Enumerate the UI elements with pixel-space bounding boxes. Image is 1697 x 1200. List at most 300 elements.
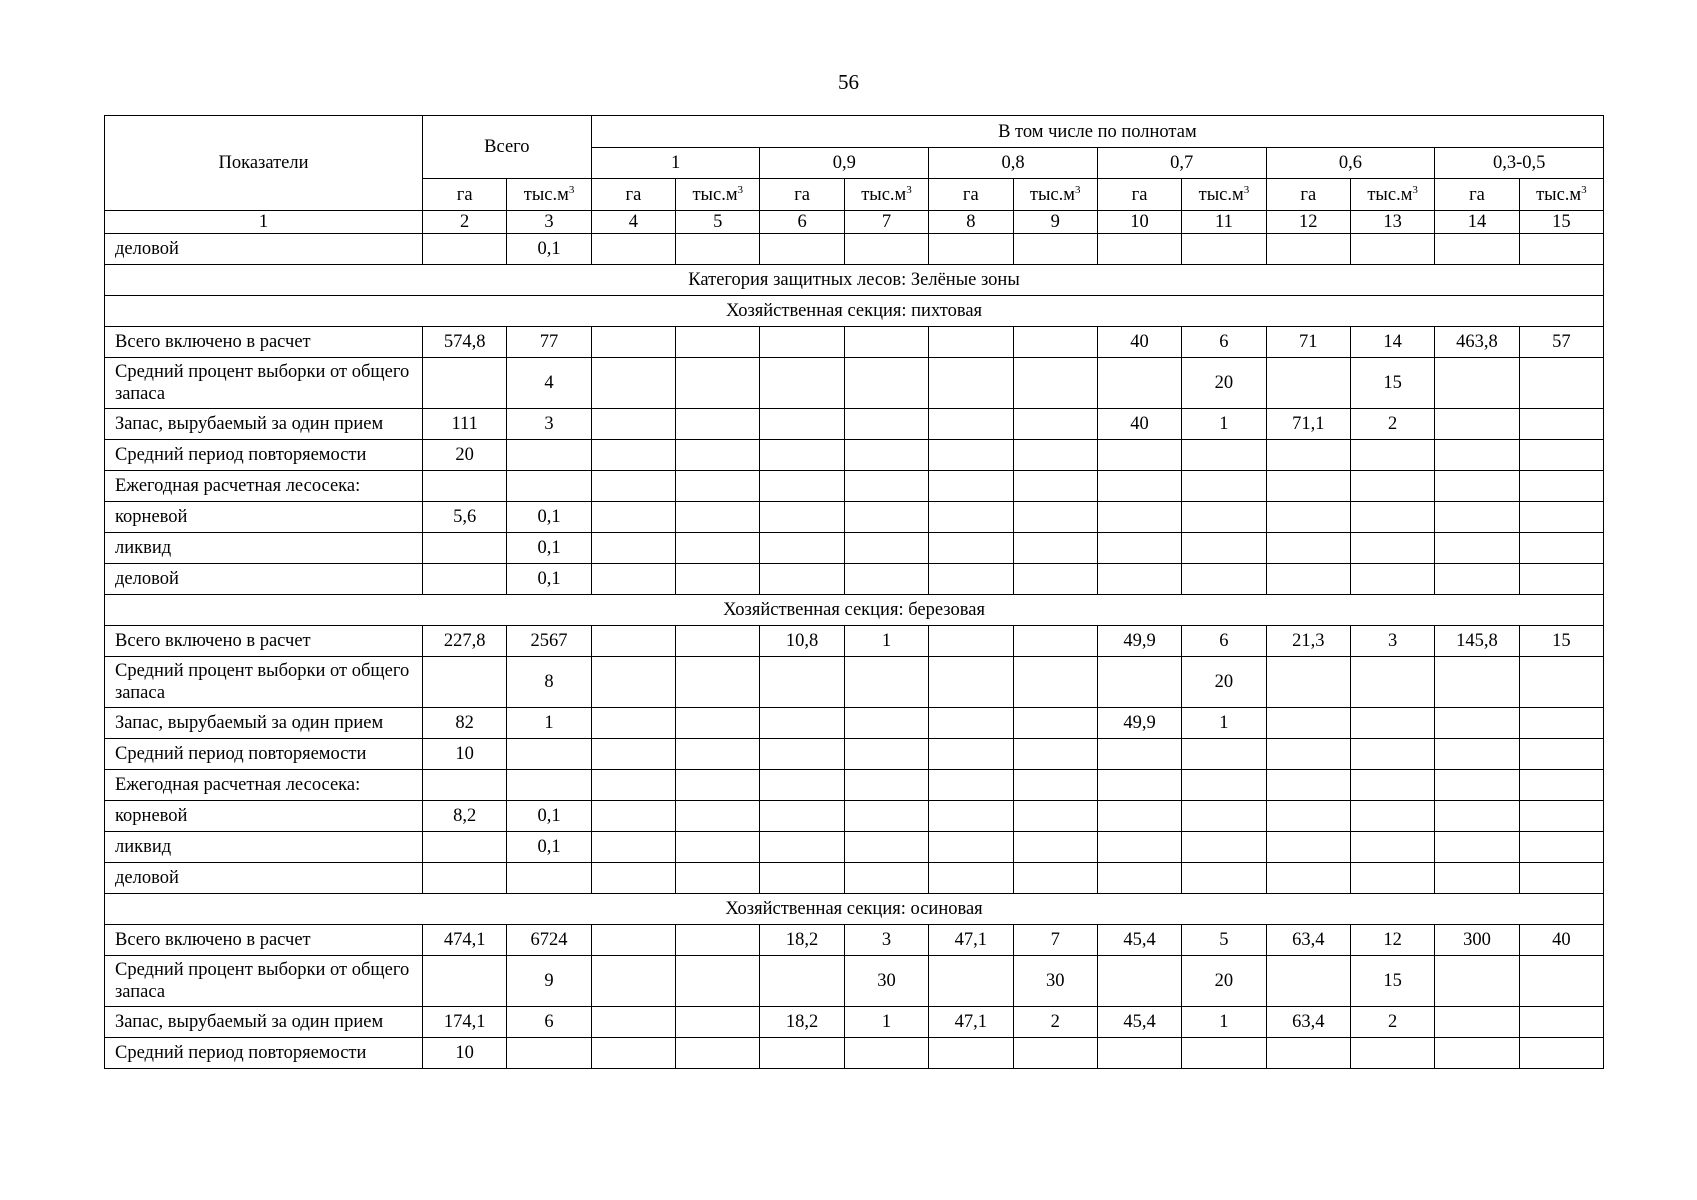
table-cell [1097,234,1181,265]
table-cell [676,956,760,1007]
table-cell [676,1038,760,1069]
table-cell [1266,956,1350,1007]
table-cell [1182,234,1266,265]
table-cell [507,440,591,471]
table-row [105,1007,1604,1038]
table-cell: 227,8 [423,626,507,657]
table-cell: 3 [1350,626,1434,657]
column-number: 9 [1013,211,1097,234]
table-row [105,739,1604,770]
table-cell [1350,739,1434,770]
table-cell [676,925,760,956]
table-cell [1266,1038,1350,1069]
table-cell [1013,626,1097,657]
table-cell [844,832,928,863]
unit-base: тыс.м [1367,184,1413,205]
table-cell [591,657,675,708]
table-cell [676,739,760,770]
table-cell [844,409,928,440]
table-cell [1097,358,1181,409]
table-cell [1097,471,1181,502]
table-row [105,801,1604,832]
table-cell [929,327,1013,358]
unit-ha: га [591,179,675,211]
table-cell [1097,956,1181,1007]
table-cell [1350,863,1434,894]
table-row [105,832,1604,863]
unit-thousand-m3 [1519,179,1603,211]
table-cell [423,863,507,894]
table-row [105,234,1604,265]
table-cell [676,327,760,358]
table-cell [591,770,675,801]
unit-ha: га [423,179,507,211]
table-cell [1097,801,1181,832]
table-cell [1013,234,1097,265]
column-number: 10 [1097,211,1181,234]
table-cell [760,564,844,595]
table-cell [844,1038,928,1069]
table-cell [1519,657,1603,708]
table-cell [423,564,507,595]
table-cell [1013,502,1097,533]
table-cell [507,863,591,894]
table-cell: 1 [507,708,591,739]
table-cell: 2567 [507,626,591,657]
table-cell: 71,1 [1266,409,1350,440]
table-cell [591,925,675,956]
table-cell [1266,564,1350,595]
row-label: Всего включено в расчет [105,925,423,956]
table-cell [1013,739,1097,770]
table-cell: 7 [1013,925,1097,956]
table-cell [591,471,675,502]
table-cell [1519,801,1603,832]
table-cell [1350,1038,1434,1069]
table-cell: 57 [1519,327,1603,358]
unit-superscript: 3 [1581,183,1587,196]
table-cell [760,956,844,1007]
table-cell: 3 [844,925,928,956]
header-density: 0,6 [1266,148,1435,179]
table-cell [1097,770,1181,801]
table-cell [1266,502,1350,533]
table-cell [591,708,675,739]
table-cell [1266,234,1350,265]
table-cell [676,440,760,471]
row-label: ликвид [105,832,423,863]
table-cell [1435,533,1519,564]
table-cell [507,1038,591,1069]
table-cell [591,1038,675,1069]
table-cell [1013,533,1097,564]
table-cell [1266,471,1350,502]
unit-thousand-m3 [1013,179,1097,211]
table-cell [1435,832,1519,863]
table-cell [1519,471,1603,502]
table-cell [1519,502,1603,533]
table-row [105,409,1604,440]
table-cell: 45,4 [1097,925,1181,956]
unit-superscript: 3 [1412,183,1418,196]
unit-ha: га [929,179,1013,211]
table-cell [1182,502,1266,533]
row-label: Средний процент выборки от общего запаса [105,657,423,708]
table-cell [1435,1007,1519,1038]
table-cell: 1 [1182,409,1266,440]
table-cell [1350,708,1434,739]
table-cell [1182,564,1266,595]
table-cell [591,564,675,595]
table-cell [844,770,928,801]
table-cell [1435,657,1519,708]
table-cell: 12 [1350,925,1434,956]
table-cell [1519,1038,1603,1069]
table-cell [1013,801,1097,832]
table-cell [1013,440,1097,471]
table-cell [1182,739,1266,770]
table-row [105,863,1604,894]
table-cell [1013,657,1097,708]
table-cell [1266,440,1350,471]
table-cell [1266,657,1350,708]
table-row [105,440,1604,471]
table-cell [1097,440,1181,471]
row-label: корневой [105,801,423,832]
table-cell [1097,739,1181,770]
unit-base: тыс.м [523,184,569,205]
forest-indicators-table [104,115,1604,1069]
column-number: 13 [1350,211,1434,234]
column-number: 2 [423,211,507,234]
table-cell [1266,358,1350,409]
table-cell [1350,471,1434,502]
table-cell: 14 [1350,327,1434,358]
table-cell [1350,502,1434,533]
table-cell [929,1038,1013,1069]
table-cell: 82 [423,708,507,739]
table-cell [591,832,675,863]
table-cell [844,863,928,894]
table-cell [507,770,591,801]
table-cell [844,708,928,739]
table-cell: 5,6 [423,502,507,533]
table-cell [1182,863,1266,894]
table-cell [929,863,1013,894]
table-cell: 1 [1182,708,1266,739]
column-number: 3 [507,211,591,234]
table-cell [1350,234,1434,265]
table-body [105,116,1604,1069]
table-cell: 0,1 [507,801,591,832]
table-row [105,1038,1604,1069]
table-cell [1013,471,1097,502]
table-cell [929,564,1013,595]
table-cell [760,801,844,832]
table-cell [1182,440,1266,471]
table-cell [1350,533,1434,564]
section-row [105,595,1604,626]
section-title: Хозяйственная секция: березовая [105,595,1604,626]
table-cell [1435,863,1519,894]
table-cell [929,626,1013,657]
table-cell [929,471,1013,502]
table-cell: 6724 [507,925,591,956]
table-cell [507,471,591,502]
table-cell [591,234,675,265]
table-cell [1435,440,1519,471]
table-cell: 1 [844,1007,928,1038]
table-cell [676,863,760,894]
column-number: 6 [760,211,844,234]
table-cell [929,801,1013,832]
table-cell [1519,708,1603,739]
unit-superscript: 3 [1074,183,1081,196]
row-label: Запас, вырубаемый за один прием [105,409,423,440]
table-cell [591,956,675,1007]
table-cell [1266,770,1350,801]
table-cell [929,770,1013,801]
table-cell: 10 [423,739,507,770]
table-cell [844,358,928,409]
table-cell: 1 [1182,1007,1266,1038]
row-label: Всего включено в расчет [105,626,423,657]
table-cell [423,657,507,708]
header-density: 1 [591,148,760,179]
table-cell [423,471,507,502]
table-cell [591,502,675,533]
table-cell [423,358,507,409]
row-label: деловой [105,863,423,894]
table-row [105,358,1604,409]
column-number: 4 [591,211,675,234]
table-cell [760,832,844,863]
table-cell [1013,863,1097,894]
table-cell [591,358,675,409]
table-cell: 20 [423,440,507,471]
table-cell [1435,564,1519,595]
table-cell: 15 [1350,956,1434,1007]
table-cell: 10,8 [760,626,844,657]
table-cell [1182,770,1266,801]
table-cell: 15 [1350,358,1434,409]
table-cell: 40 [1519,925,1603,956]
table-cell [423,956,507,1007]
table-cell [676,409,760,440]
table-cell [760,739,844,770]
table-cell [1435,956,1519,1007]
table-row [105,708,1604,739]
column-number: 8 [929,211,1013,234]
table-cell: 8 [507,657,591,708]
table-cell [929,708,1013,739]
table-cell [760,708,844,739]
row-label: ликвид [105,533,423,564]
table-row [105,956,1604,1007]
unit-base: тыс.м [861,184,907,205]
table-cell [1519,440,1603,471]
column-number-row [105,211,1604,234]
table-cell [1519,1007,1603,1038]
row-label: Средний период повторяемости [105,1038,423,1069]
table-cell [760,409,844,440]
row-label: Средний процент выборки от общего запаса [105,956,423,1007]
unit-superscript: 3 [906,183,912,196]
table-cell: 463,8 [1435,327,1519,358]
table-cell: 30 [1013,956,1097,1007]
header-row-top [105,116,1604,148]
table-cell [929,832,1013,863]
table-row [105,657,1604,708]
page-number: 56 [838,70,859,94]
table-cell [1435,409,1519,440]
header-indicators: Показатели [105,116,423,211]
row-label: Средний период повторяемости [105,739,423,770]
table-cell [676,770,760,801]
table-row [105,502,1604,533]
table-cell: 49,9 [1097,626,1181,657]
unit-thousand-m3 [844,179,928,211]
unit-base: тыс.м [1198,184,1244,205]
section-title: Категория защитных лесов: Зелёные зоны [105,265,1604,296]
table-cell [1013,832,1097,863]
table-cell [676,533,760,564]
table-cell [591,1007,675,1038]
table-cell [591,440,675,471]
unit-ha: га [1097,179,1181,211]
table-row [105,327,1604,358]
table-cell: 30 [844,956,928,1007]
row-label: Ежегодная расчетная лесосека: [105,471,423,502]
table-cell [507,739,591,770]
table-cell [1182,533,1266,564]
table-cell [591,533,675,564]
table-cell: 2 [1013,1007,1097,1038]
table-cell [1519,533,1603,564]
table-cell [676,358,760,409]
table-cell [1435,708,1519,739]
unit-thousand-m3 [1182,179,1266,211]
table-cell [1097,832,1181,863]
table-cell [1350,832,1434,863]
table-cell [1013,1038,1097,1069]
section-row [105,265,1604,296]
table-row [105,925,1604,956]
column-number: 7 [844,211,928,234]
section-row [105,296,1604,327]
row-label: корневой [105,502,423,533]
table-cell: 2 [1350,409,1434,440]
table-cell [591,409,675,440]
table-cell [1266,533,1350,564]
table-cell [760,234,844,265]
table-cell [1013,770,1097,801]
table-cell [1350,564,1434,595]
table-cell [1519,863,1603,894]
unit-ha: га [1266,179,1350,211]
table-cell [929,234,1013,265]
table-cell [760,770,844,801]
table-cell: 47,1 [929,925,1013,956]
unit-base: тыс.м [692,184,738,205]
table-cell [676,801,760,832]
table-cell: 21,3 [1266,626,1350,657]
table-cell: 0,1 [507,502,591,533]
table-cell [1182,801,1266,832]
row-label: Средний период повторяемости [105,440,423,471]
table-cell [929,409,1013,440]
row-label: деловой [105,564,423,595]
unit-superscript: 3 [1243,183,1250,196]
table-cell [676,1007,760,1038]
table-cell [844,327,928,358]
table-cell [1266,801,1350,832]
table-cell [1013,327,1097,358]
table-cell [423,770,507,801]
table-cell [1182,832,1266,863]
header-density: 0,3-0,5 [1435,148,1604,179]
table-cell [844,502,928,533]
table-cell: 63,4 [1266,1007,1350,1038]
table-cell [1435,471,1519,502]
header-density: 0,7 [1097,148,1266,179]
table-cell: 0,1 [507,533,591,564]
row-label: деловой [105,234,423,265]
table-cell [1097,564,1181,595]
section-title: Хозяйственная секция: осиновая [105,894,1604,925]
table-cell [1097,657,1181,708]
row-label: Средний процент выборки от общего запаса [105,358,423,409]
table-cell: 47,1 [929,1007,1013,1038]
table-cell [676,657,760,708]
table-cell: 9 [507,956,591,1007]
table-cell [676,502,760,533]
table-cell: 40 [1097,409,1181,440]
table-cell [1435,739,1519,770]
column-number: 14 [1435,211,1519,234]
table-cell [760,327,844,358]
table-cell: 6 [507,1007,591,1038]
table-cell [844,657,928,708]
table-cell: 0,1 [507,832,591,863]
table-cell [1013,409,1097,440]
column-number: 1 [105,211,423,234]
table-cell [760,471,844,502]
table-cell [844,801,928,832]
table-cell [760,1038,844,1069]
table-cell: 63,4 [1266,925,1350,956]
table-cell [760,440,844,471]
section-row [105,894,1604,925]
table-row [105,626,1604,657]
table-cell [929,440,1013,471]
table-cell [1350,657,1434,708]
table-row [105,770,1604,801]
table-cell [929,358,1013,409]
table-cell [1266,832,1350,863]
table-cell [423,533,507,564]
table-cell [1266,863,1350,894]
table-cell [1097,1038,1181,1069]
table-cell: 40 [1097,327,1181,358]
table-cell: 2 [1350,1007,1434,1038]
table-cell: 6 [1182,626,1266,657]
table-cell [1435,770,1519,801]
table-cell [676,471,760,502]
table-cell [676,626,760,657]
table-cell: 18,2 [760,1007,844,1038]
table-cell [1519,409,1603,440]
